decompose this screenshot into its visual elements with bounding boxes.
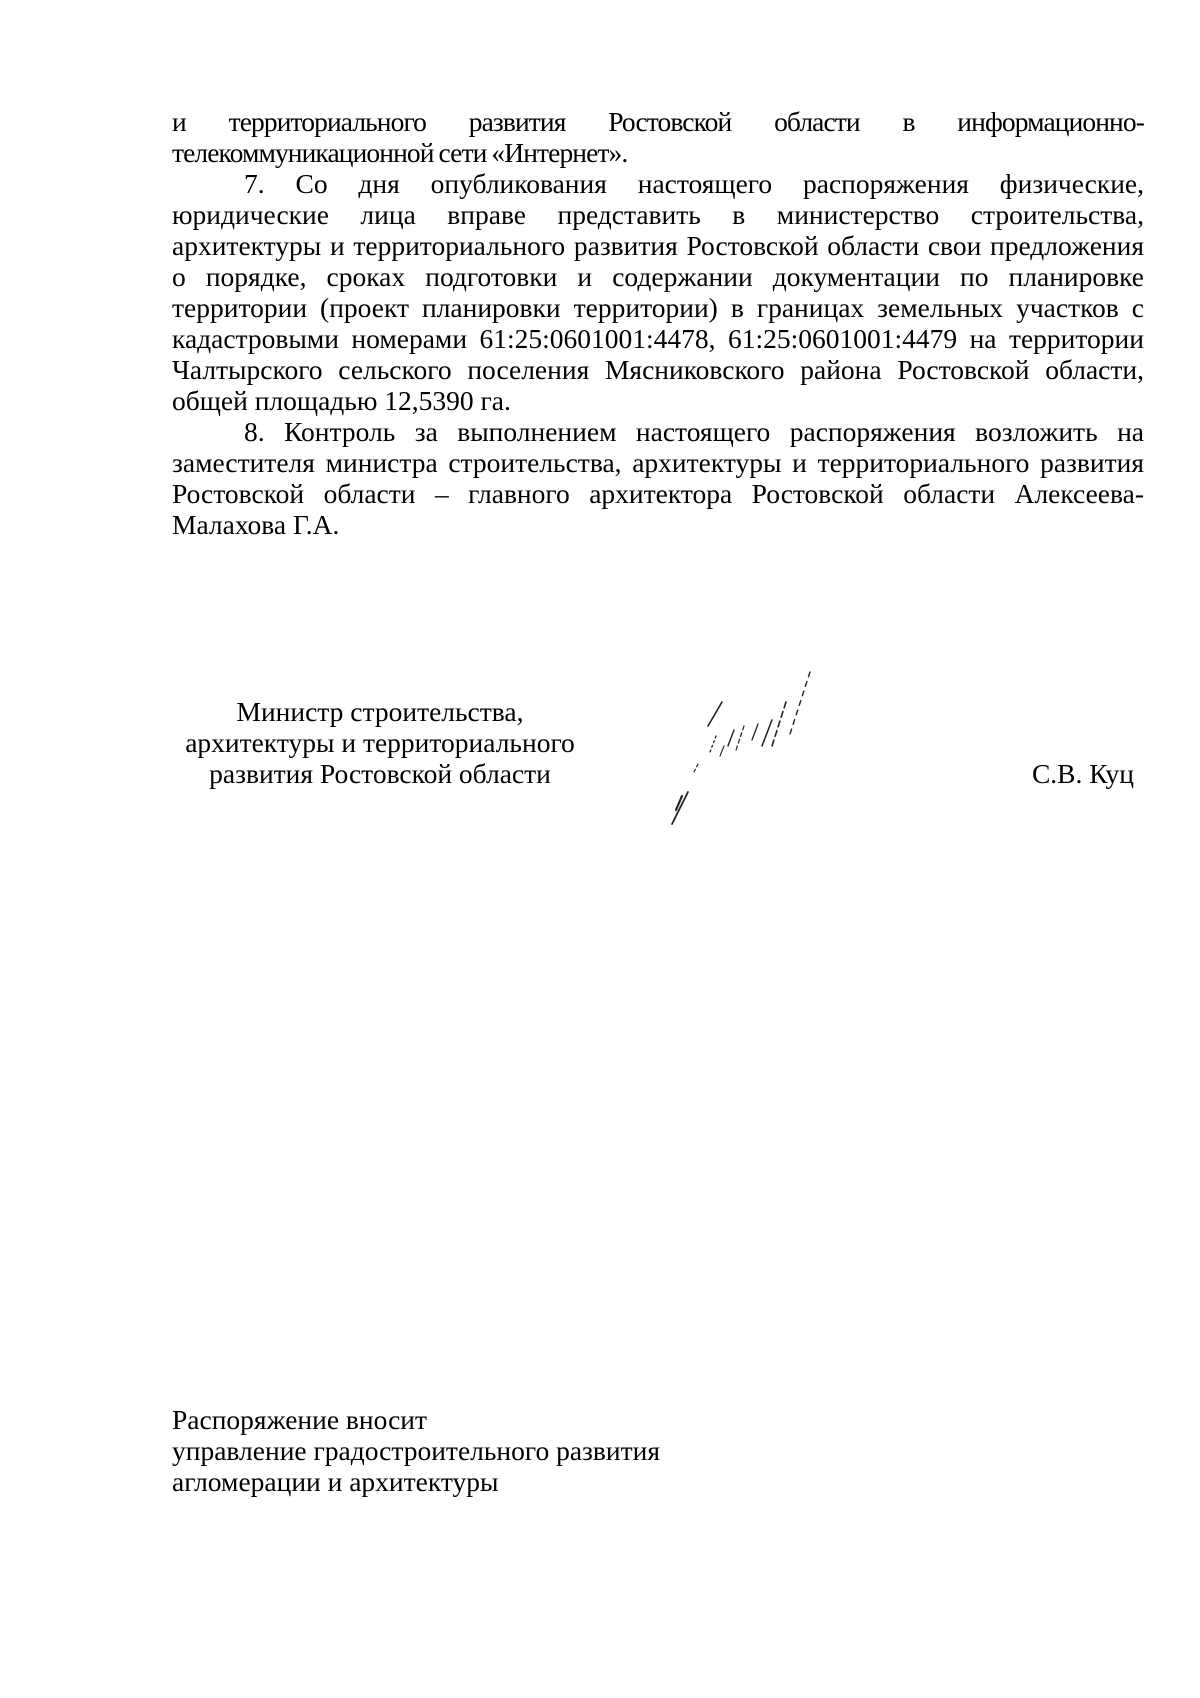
footer-line: агломерации и архитектуры bbox=[172, 1466, 499, 1497]
paragraph-8: 8. Контроль за выполнением настоящего распоряжения возложить на заместителя министра строительства, архитектуры и территориального развития Ростовской области – главного архитектора Ростовской области Алексеева-Малахова Г.А. bbox=[172, 416, 1144, 540]
paragraph-7: 7. Со дня опубликования настоящего распоряжения физические, юридические лица вправе представить в министерство строительства, архитектуры и территориального развития Ростовской области свои предложения о порядке, сроках подготовки и содержании документации по планировке территории (проект планировки территории) в границах земельных участков с кадастровыми номерами 61:25:0601001:4478, 61:25:0601001:4479 на территории Чалтырского сельского поселения Мясниковского района Ростовской области, общей площадью 12,5390 га. bbox=[172, 168, 1144, 416]
signatory-title bbox=[170, 696, 590, 789]
signatory-title-line: развития Ростовской области bbox=[209, 758, 551, 789]
document-body bbox=[172, 106, 1144, 540]
submitted-by-note bbox=[172, 1404, 660, 1497]
paragraph-continuation: и территориального развития Ростовской области в информационно-телекоммуникационной сети «Интернет». bbox=[172, 106, 1144, 168]
handwritten-signature bbox=[640, 660, 900, 840]
footer-line: Распоряжение вносит bbox=[172, 1404, 428, 1435]
footer-line: управление градостроительного развития bbox=[172, 1435, 661, 1466]
signatory-title-line: архитектуры и территориального bbox=[185, 727, 575, 758]
signatory-title-line: Министр строительства, bbox=[236, 696, 524, 727]
signatory-name: С.В. Куц bbox=[1031, 758, 1134, 789]
